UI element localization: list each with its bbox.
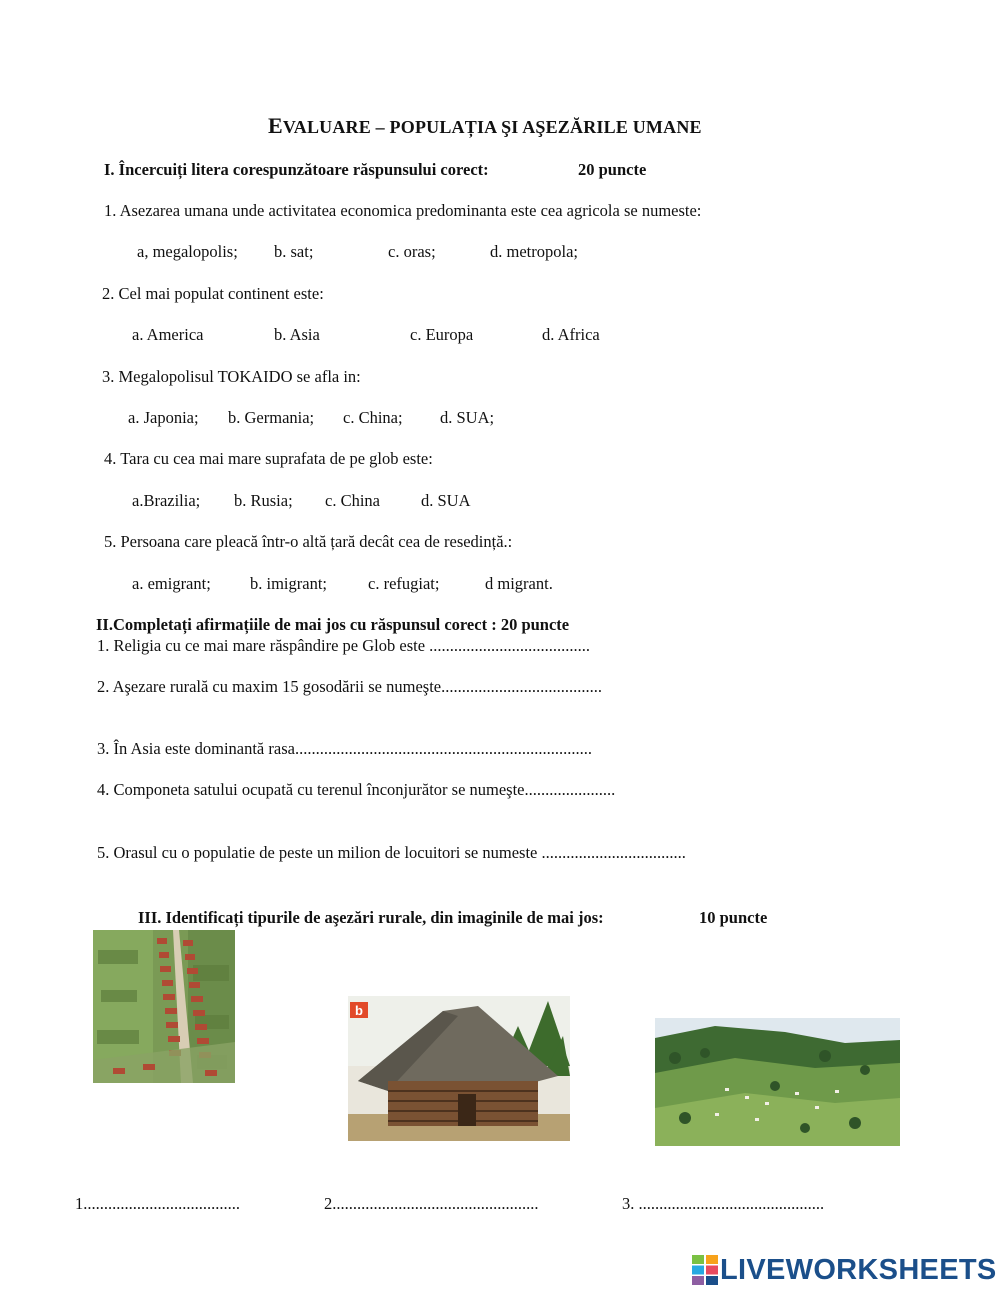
q3-option-a[interactable]: a. Japonia; <box>128 408 199 427</box>
fill-item-5[interactable]: 5. Orasul cu o populatie de peste un milion de locuitori se numeste ................................... <box>97 843 686 862</box>
q3-option-b[interactable]: b. Germania; <box>228 408 315 427</box>
q1-option-a[interactable]: a, megalopolis; <box>137 242 238 261</box>
q1-option-b[interactable]: b. sat; <box>274 242 314 261</box>
q4-option-b[interactable]: b. Rusia; <box>234 491 293 510</box>
wooden-house-image <box>348 996 570 1141</box>
title-rest: VALUARE – POPULAȚIA ŞI AŞEZĂRILE UMANE <box>282 117 702 137</box>
q2-option-a[interactable]: a. America <box>132 325 204 344</box>
q2-option-b[interactable]: b. Asia <box>274 325 320 344</box>
section-3-heading: III. Identificați tipurile de aşezări rurale, din imaginile de mai jos: <box>138 908 604 927</box>
q5-option-b[interactable]: b. imigrant; <box>250 574 327 593</box>
q1-option-d[interactable]: d. metropola; <box>490 242 578 261</box>
image-badge-letter: b <box>355 1003 363 1018</box>
q5-option-a[interactable]: a. emigrant; <box>132 574 211 593</box>
question-3: 3. Megalopolisul TOKAIDO se afla in: <box>102 367 361 386</box>
fill-item-1[interactable]: 1. Religia cu ce mai mare răspândire pe Glob este ....................................... <box>97 636 591 655</box>
fill-item-4[interactable]: 4. Componeta satului ocupată cu terenul înconjurător se numeşte...................... <box>97 780 616 799</box>
q2-option-c[interactable]: c. Europa <box>410 325 474 344</box>
q4-option-d[interactable]: d. SUA <box>421 491 471 510</box>
page-title <box>268 113 702 138</box>
image-answer-2[interactable]: 2.................................................. <box>324 1194 539 1213</box>
liveworksheets-logo-icon <box>692 1255 718 1285</box>
q5-option-c[interactable]: c. refugiat; <box>368 574 440 593</box>
liveworksheets-logo <box>692 1253 997 1287</box>
question-4: 4. Tara cu cea mai mare suprafata de pe glob este: <box>104 449 433 468</box>
question-1: 1. Asezarea umana unde activitatea economica predominanta este cea agricola se numeste: <box>104 201 702 220</box>
image-answer-1[interactable]: 1...................................... <box>75 1194 240 1213</box>
q1-option-c[interactable]: c. oras; <box>388 242 436 261</box>
title-initial: E <box>268 113 283 138</box>
q4-option-a[interactable]: a.Brazilia; <box>132 491 201 510</box>
section-3-points: 10 puncte <box>699 908 768 927</box>
section-1-heading: I. Încercuiți litera corespunzătoare răspunsului corect: <box>104 160 489 179</box>
mountain-village-image <box>655 1018 900 1146</box>
fill-item-2[interactable]: 2. Aşezare rurală cu maxim 15 gosodării se numeşte....................................... <box>97 677 602 696</box>
village-aerial-image <box>93 930 235 1083</box>
fill-item-3[interactable]: 3. În Asia este dominantă rasa........................................................................ <box>97 739 592 758</box>
section-2-heading: II.Completați afirmațiile de mai jos cu răspunsul corect : 20 puncte <box>96 615 570 634</box>
q5-option-d[interactable]: d migrant. <box>485 574 553 593</box>
image-answer-3[interactable]: 3. ............................................. <box>622 1194 825 1213</box>
question-5: 5. Persoana care pleacă într-o altă țară decât cea de resedință.: <box>104 532 513 551</box>
section-1-points: 20 puncte <box>578 160 647 179</box>
q4-option-c[interactable]: c. China <box>325 491 380 510</box>
q2-option-d[interactable]: d. Africa <box>542 325 600 344</box>
q3-option-d[interactable]: d. SUA; <box>440 408 495 427</box>
q3-option-c[interactable]: c. China; <box>343 408 403 427</box>
liveworksheets-logo-text: LIVEWORKSHEETS <box>720 1253 997 1286</box>
question-2: 2. Cel mai populat continent este: <box>102 284 324 303</box>
